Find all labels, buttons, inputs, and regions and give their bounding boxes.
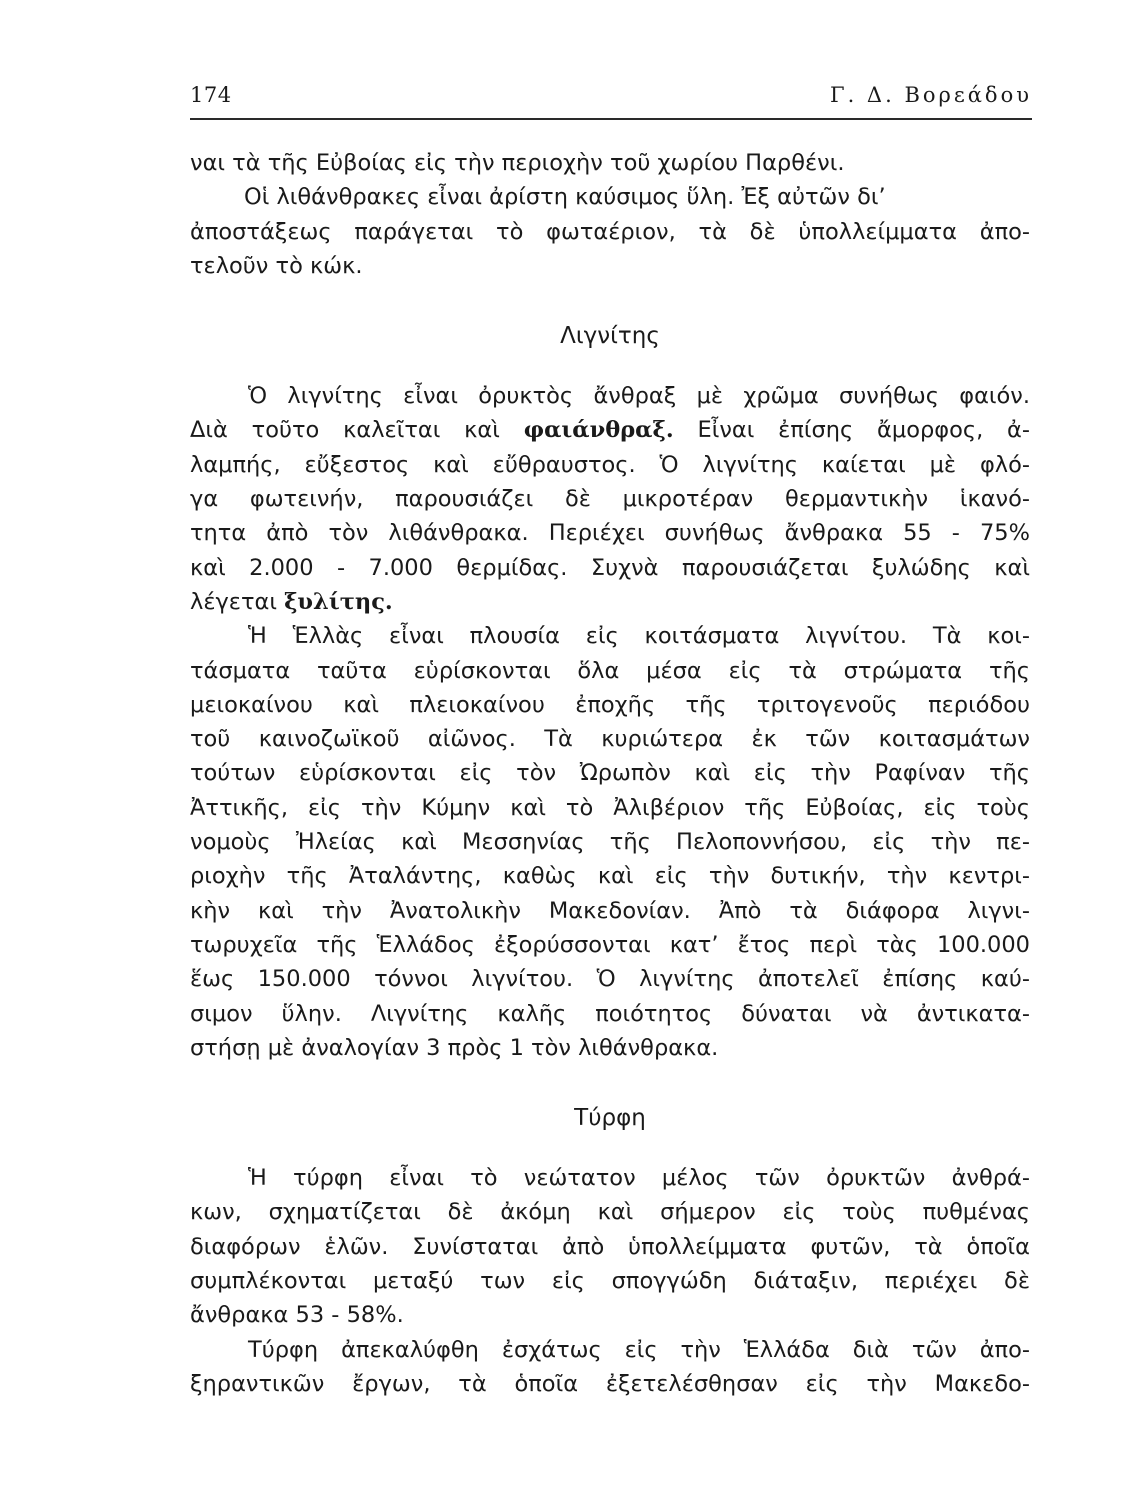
text-line: Ἀττικῆς, εἰς τὴν Κύμην καὶ τὸ Ἀλιβέριον τῆς Εὐβοίας, εἰς τοὺς [190, 794, 1030, 821]
text-line: ξηραντικῶν ἔργων, τὰ ὁποῖα ἐξετελέσθησαν εἰς τὴν Μακεδο- [190, 1370, 1030, 1397]
text-line: Ἡ Ἑλλὰς εἶναι πλουσία εἰς κοιτάσματα λιγνίτου. Τὰ κοι- [248, 623, 1030, 650]
text-line: Τύρφη ἀπεκαλύφθη ἐσχάτως εἰς τὴν Ἑλλάδα διὰ τῶν ἀπο- [248, 1336, 1030, 1363]
text-line: ριοχὴν τῆς Ἀταλάντης, καθὼς καὶ εἰς τὴν δυτικήν, τὴν κεντρι- [190, 863, 1030, 890]
text-line: καὶ 2.000 - 7.000 θερμίδας. Συχνὰ παρουσιάζεται ξυλώδης καὶ [190, 554, 1030, 581]
text-line: Ὁ λιγνίτης εἶναι ὀρυκτὸς ἄνθραξ μὲ χρῶμα συνήθως φαιόν. [248, 383, 1030, 410]
text-line: Οἱ λιθάνθρακες εἶναι ἀρίστη καύσιμος ὕλη. Ἐξ αὐτῶν δι’ [244, 184, 886, 211]
text-line: τούτων εὑρίσκονται εἰς τὸν Ὠρωπὸν καὶ εἰς τὴν Ραφίναν τῆς [190, 760, 1030, 787]
running-head-author: Γ. Δ. Βορεάδου [830, 83, 1032, 107]
text-line: ναι τὰ τῆς Εὐβοίας εἰς τὴν περιοχὴν τοῦ χωρίου Παρθένι. [190, 150, 845, 176]
body-text [190, 146, 1030, 1401]
text-line: τάσματα ταῦτα εὑρίσκονται ὅλα μέσα εἰς τὰ στρώματα τῆς [190, 657, 1030, 684]
text-fragment: λέγεται [190, 588, 277, 615]
text-line: ἕως 150.000 τόννοι λιγνίτου. Ὁ λιγνίτης ἀποτελεῖ ἐπίσης καύ- [190, 966, 1030, 993]
text-line: λαμπής, εὔξεστος καὶ εὔθραυστος. Ὁ λιγνίτης καίεται μὲ φλό- [190, 451, 1030, 478]
text-line: τοῦ καινοζωϊκοῦ αἰῶνος. Τὰ κυριώτερα ἐκ τῶν κοιτασμάτων [190, 726, 1030, 753]
page-header [190, 83, 1032, 119]
text-fragment: Διὰ τοῦτο καλεῖται καὶ [190, 417, 500, 444]
text-fragment: Εἶναι ἐπίσης ἄμορφος, ἀ- [697, 417, 1031, 444]
text-line: τωρυχεῖα τῆς Ἑλλάδος ἐξορύσσονται κατ’ ἔτος περὶ τὰς 100.000 [190, 931, 1030, 958]
page-number: 174 [190, 83, 232, 107]
text-line: κων, σχηματίζεται δὲ ἀκόμη καὶ σήμερον εἰς τοὺς πυθμένας [190, 1199, 1030, 1226]
text-line: γα φωτεινήν, παρουσιάζει δὲ μικροτέραν θερμαντικὴν ἱκανό- [190, 486, 1030, 513]
header-rule [190, 118, 1032, 120]
text-line: τελοῦν τὸ κώκ. [190, 252, 363, 279]
text-line-with-term [190, 585, 1030, 619]
text-line: μειοκαίνου καὶ πλειοκαίνου ἐποχῆς τῆς τριτογενοῦς περιόδου [190, 691, 1030, 718]
bold-term: ξυλίτης. [284, 588, 393, 615]
text-line: κὴν καὶ τὴν Ἀνατολικὴν Μακεδονίαν. Ἀπὸ τὰ διάφορα λιγνι- [190, 897, 1030, 924]
text-line: νομοὺς Ἠλείας καὶ Μεσσηνίας τῆς Πελοποννήσου, εἰς τὴν πε- [190, 829, 1030, 856]
text-line: Ἡ τύρφη εἶναι τὸ νεώτατον μέλος τῶν ὀρυκτῶν ἀνθρά- [248, 1165, 1030, 1192]
text-line: συμπλέκονται μεταξύ των εἰς σπογγώδη διάταξιν, περιέχει δὲ [190, 1268, 1030, 1295]
text-line: ἄνθρακα 53 - 58%. [190, 1302, 404, 1329]
text-line-with-term [190, 413, 1030, 447]
text-line: ἀποστάξεως παράγεται τὸ φωταέριον, τὰ δὲ ὑπολλείμματα ἀπο- [190, 218, 1030, 245]
bold-term: φαιάνθραξ. [523, 417, 674, 444]
section-heading-lignite: Λιγνίτης [560, 323, 660, 350]
text-line: σιμον ὕλην. Λιγνίτης καλῆς ποιότητος δύναται νὰ ἀντικατα- [190, 1000, 1030, 1027]
section-heading-peat: Τύρφη [574, 1105, 646, 1132]
text-line: στήσῃ μὲ ἀναλογίαν 3 πρὸς 1 τὸν λιθάνθρακα. [190, 1034, 719, 1061]
text-line: διαφόρων ἑλῶν. Συνίσταται ἀπὸ ὑπολλείμματα φυτῶν, τὰ ὁποῖα [190, 1233, 1030, 1260]
text-line: τητα ἀπὸ τὸν λιθάνθρακα. Περιέχει συνήθως ἄνθρακα 55 - 75% [190, 520, 1030, 547]
